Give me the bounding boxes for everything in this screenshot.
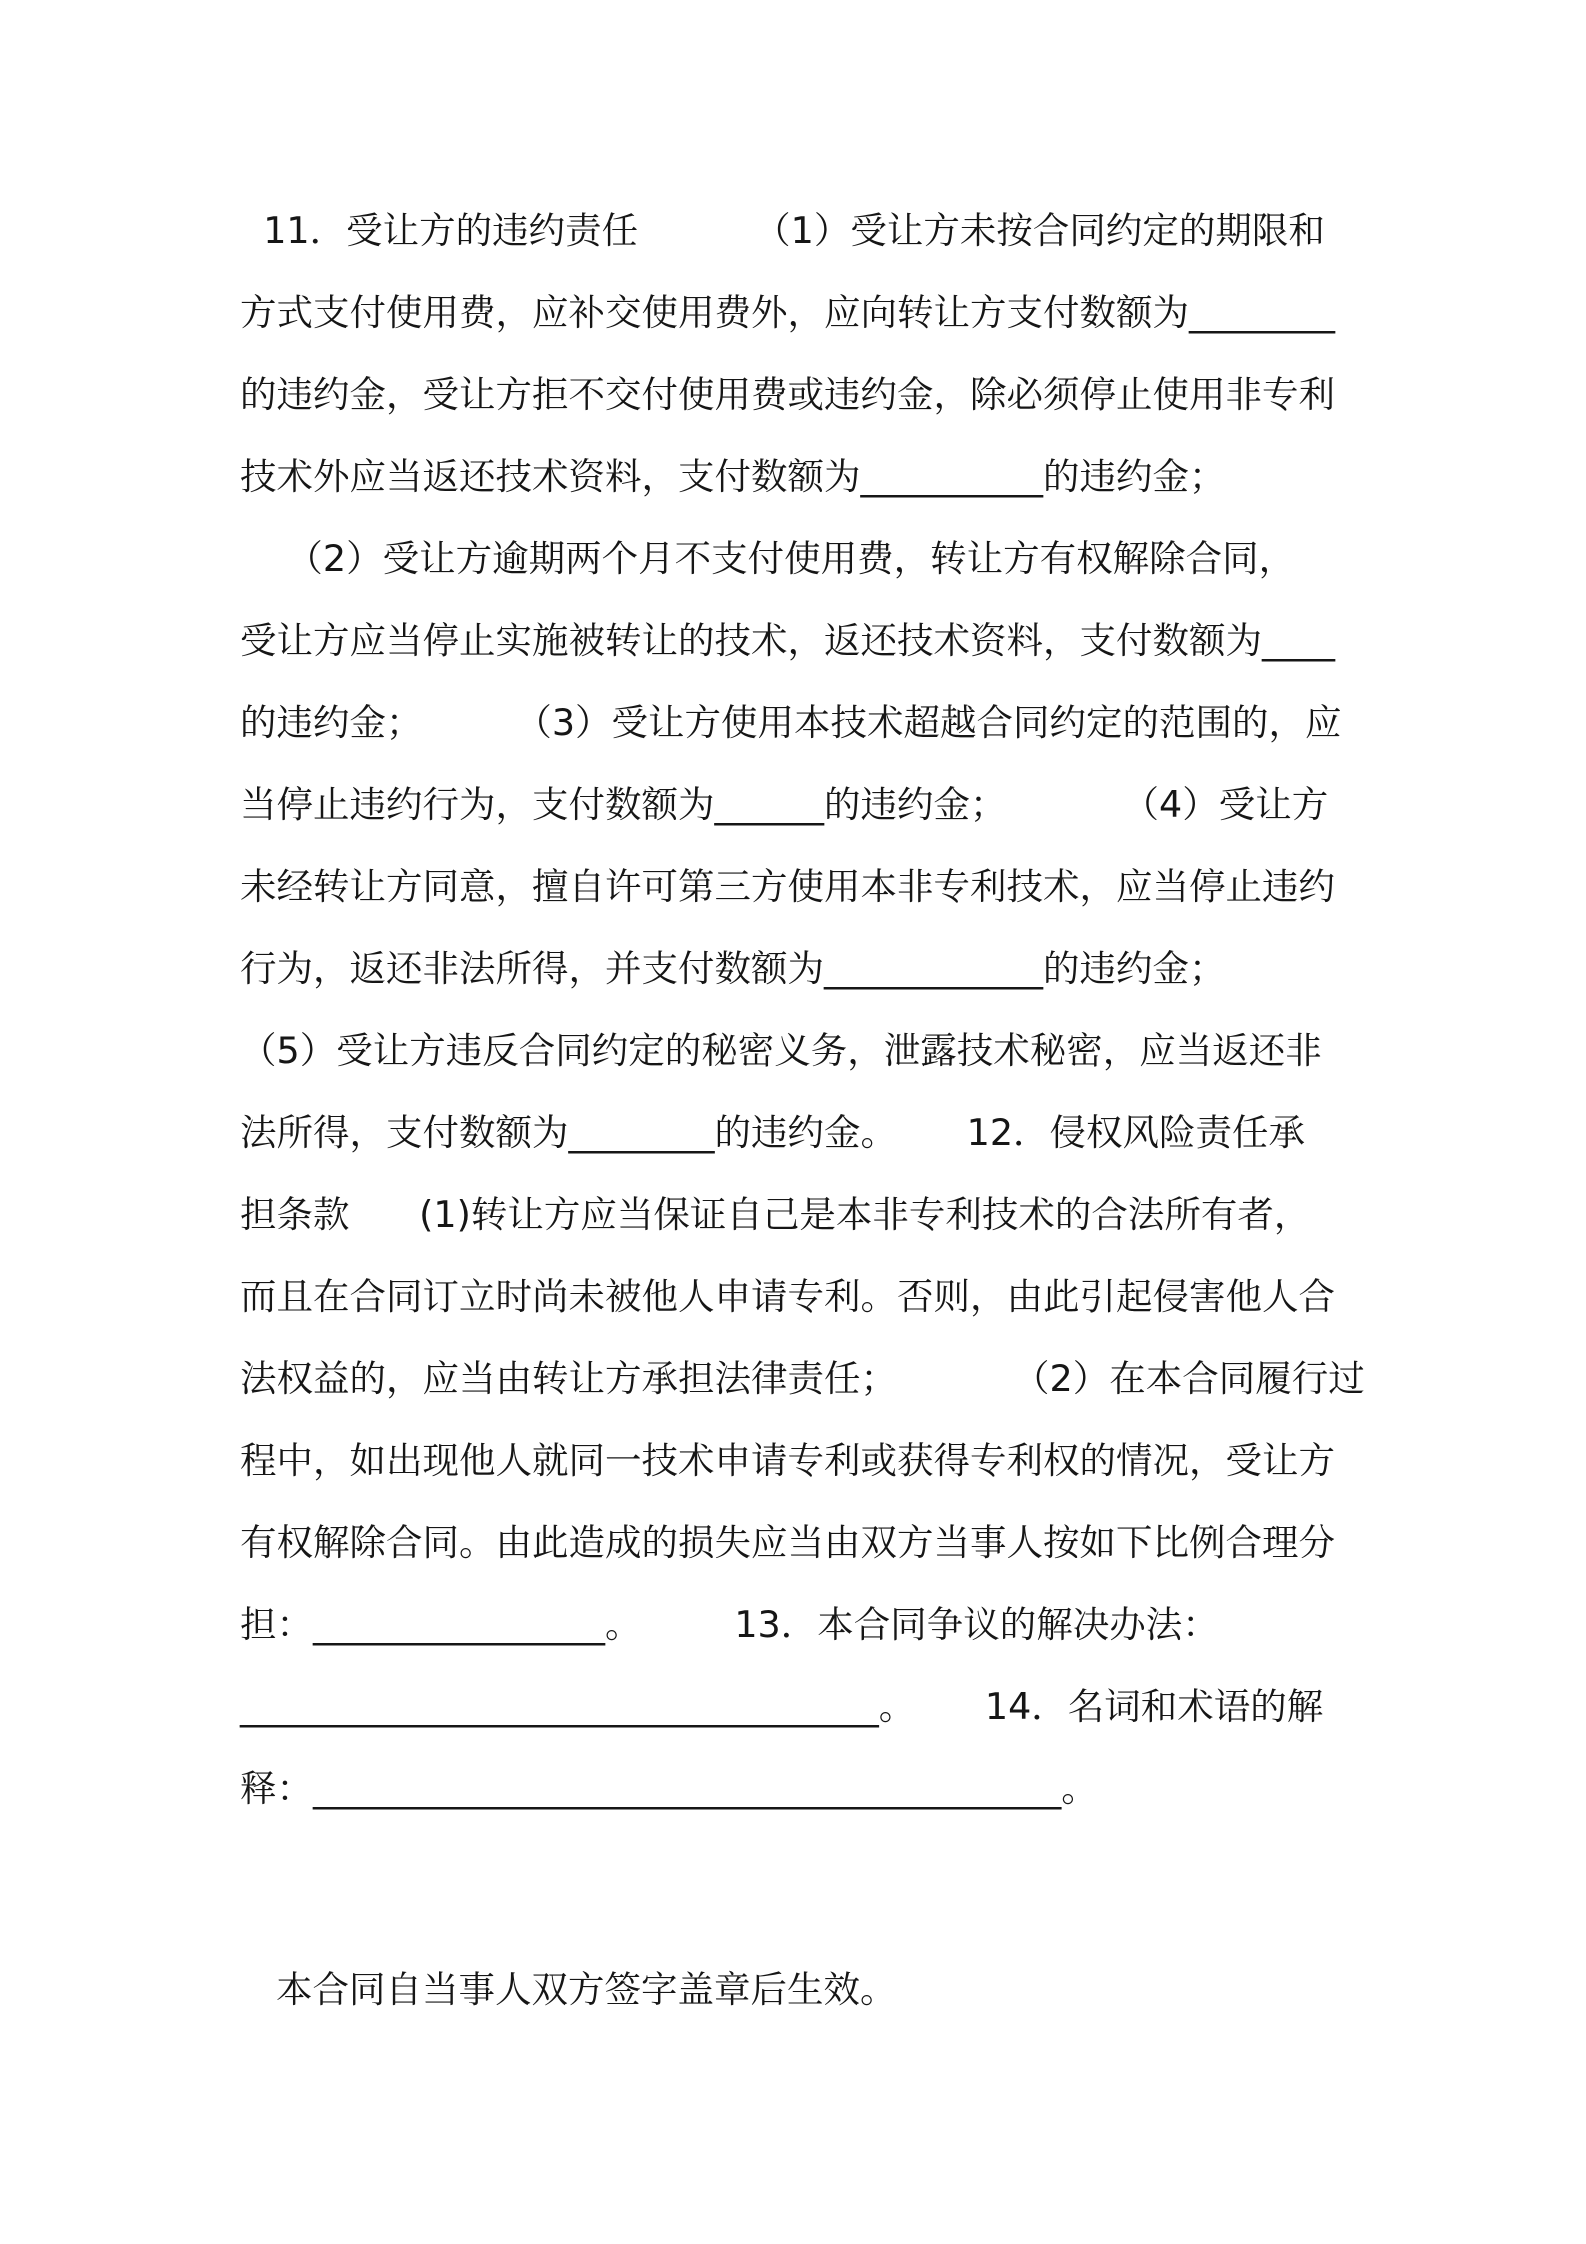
text-line: 当停止违约行为，支付数额为______的违约金； （4）受让方 — [240, 783, 1329, 826]
text-line: 有权解除合同。由此造成的损失应当由双方当事人按如下比例合理分 — [240, 1521, 1335, 1564]
text-line: 担：________________。 13．本合同争议的解决办法： — [240, 1603, 1219, 1646]
text-line: 未经转让方同意，擅自许可第三方使用本非专利技术，应当停止违约 — [240, 865, 1335, 908]
text-line: 担条款 (1)转让方应当保证自己是本非专利技术的合法所有者， — [240, 1193, 1311, 1236]
text-line: 的违约金，受让方拒不交付使用费或违约金，除必须停止使用非专利 — [240, 373, 1335, 416]
text-line: 行为，返还非法所得，并支付数额为____________的违约金； — [240, 947, 1226, 990]
text-line: ___________________________________。 14．名词和术语的解 — [240, 1685, 1324, 1728]
text-line: 法所得，支付数额为________的违约金。 12．侵权风险责任承 — [240, 1111, 1306, 1154]
closing-statement: 本合同自当事人双方签字盖章后生效。 — [276, 1968, 897, 2011]
text-line: 技术外应当返还技术资料，支付数额为__________的违约金； — [240, 455, 1226, 498]
text-line: 程中，如出现他人就同一技术申请专利或获得专利权的情况，受让方 — [240, 1439, 1335, 1482]
contract-body — [240, 195, 1365, 1835]
text-line: 法权益的，应当由转让方承担法律责任； （2）在本合同履行过 — [240, 1357, 1365, 1400]
text-line: 受让方应当停止实施被转让的技术，返还技术资料，支付数额为____ — [240, 619, 1335, 662]
text-line: （5）受让方违反合同约定的秘密义务，泄露技术秘密，应当返还非 — [240, 1029, 1322, 1072]
text-line: 11．受让方的违约责任 （1）受让方未按合同约定的期限和 — [240, 209, 1325, 252]
text-line: 释：_________________________________________。 — [240, 1767, 1098, 1810]
text-line: 的违约金； （3）受让方使用本技术超越合同约定的范围的，应 — [240, 701, 1342, 744]
text-line: 而且在合同订立时尚未被他人申请专利。否则，由此引起侵害他人合 — [240, 1275, 1335, 1318]
text-line: 方式支付使用费，应补交使用费外，应向转让方支付数额为________ — [240, 291, 1335, 334]
text-line: （2）受让方逾期两个月不支付使用费，转让方有权解除合同， — [240, 537, 1296, 580]
